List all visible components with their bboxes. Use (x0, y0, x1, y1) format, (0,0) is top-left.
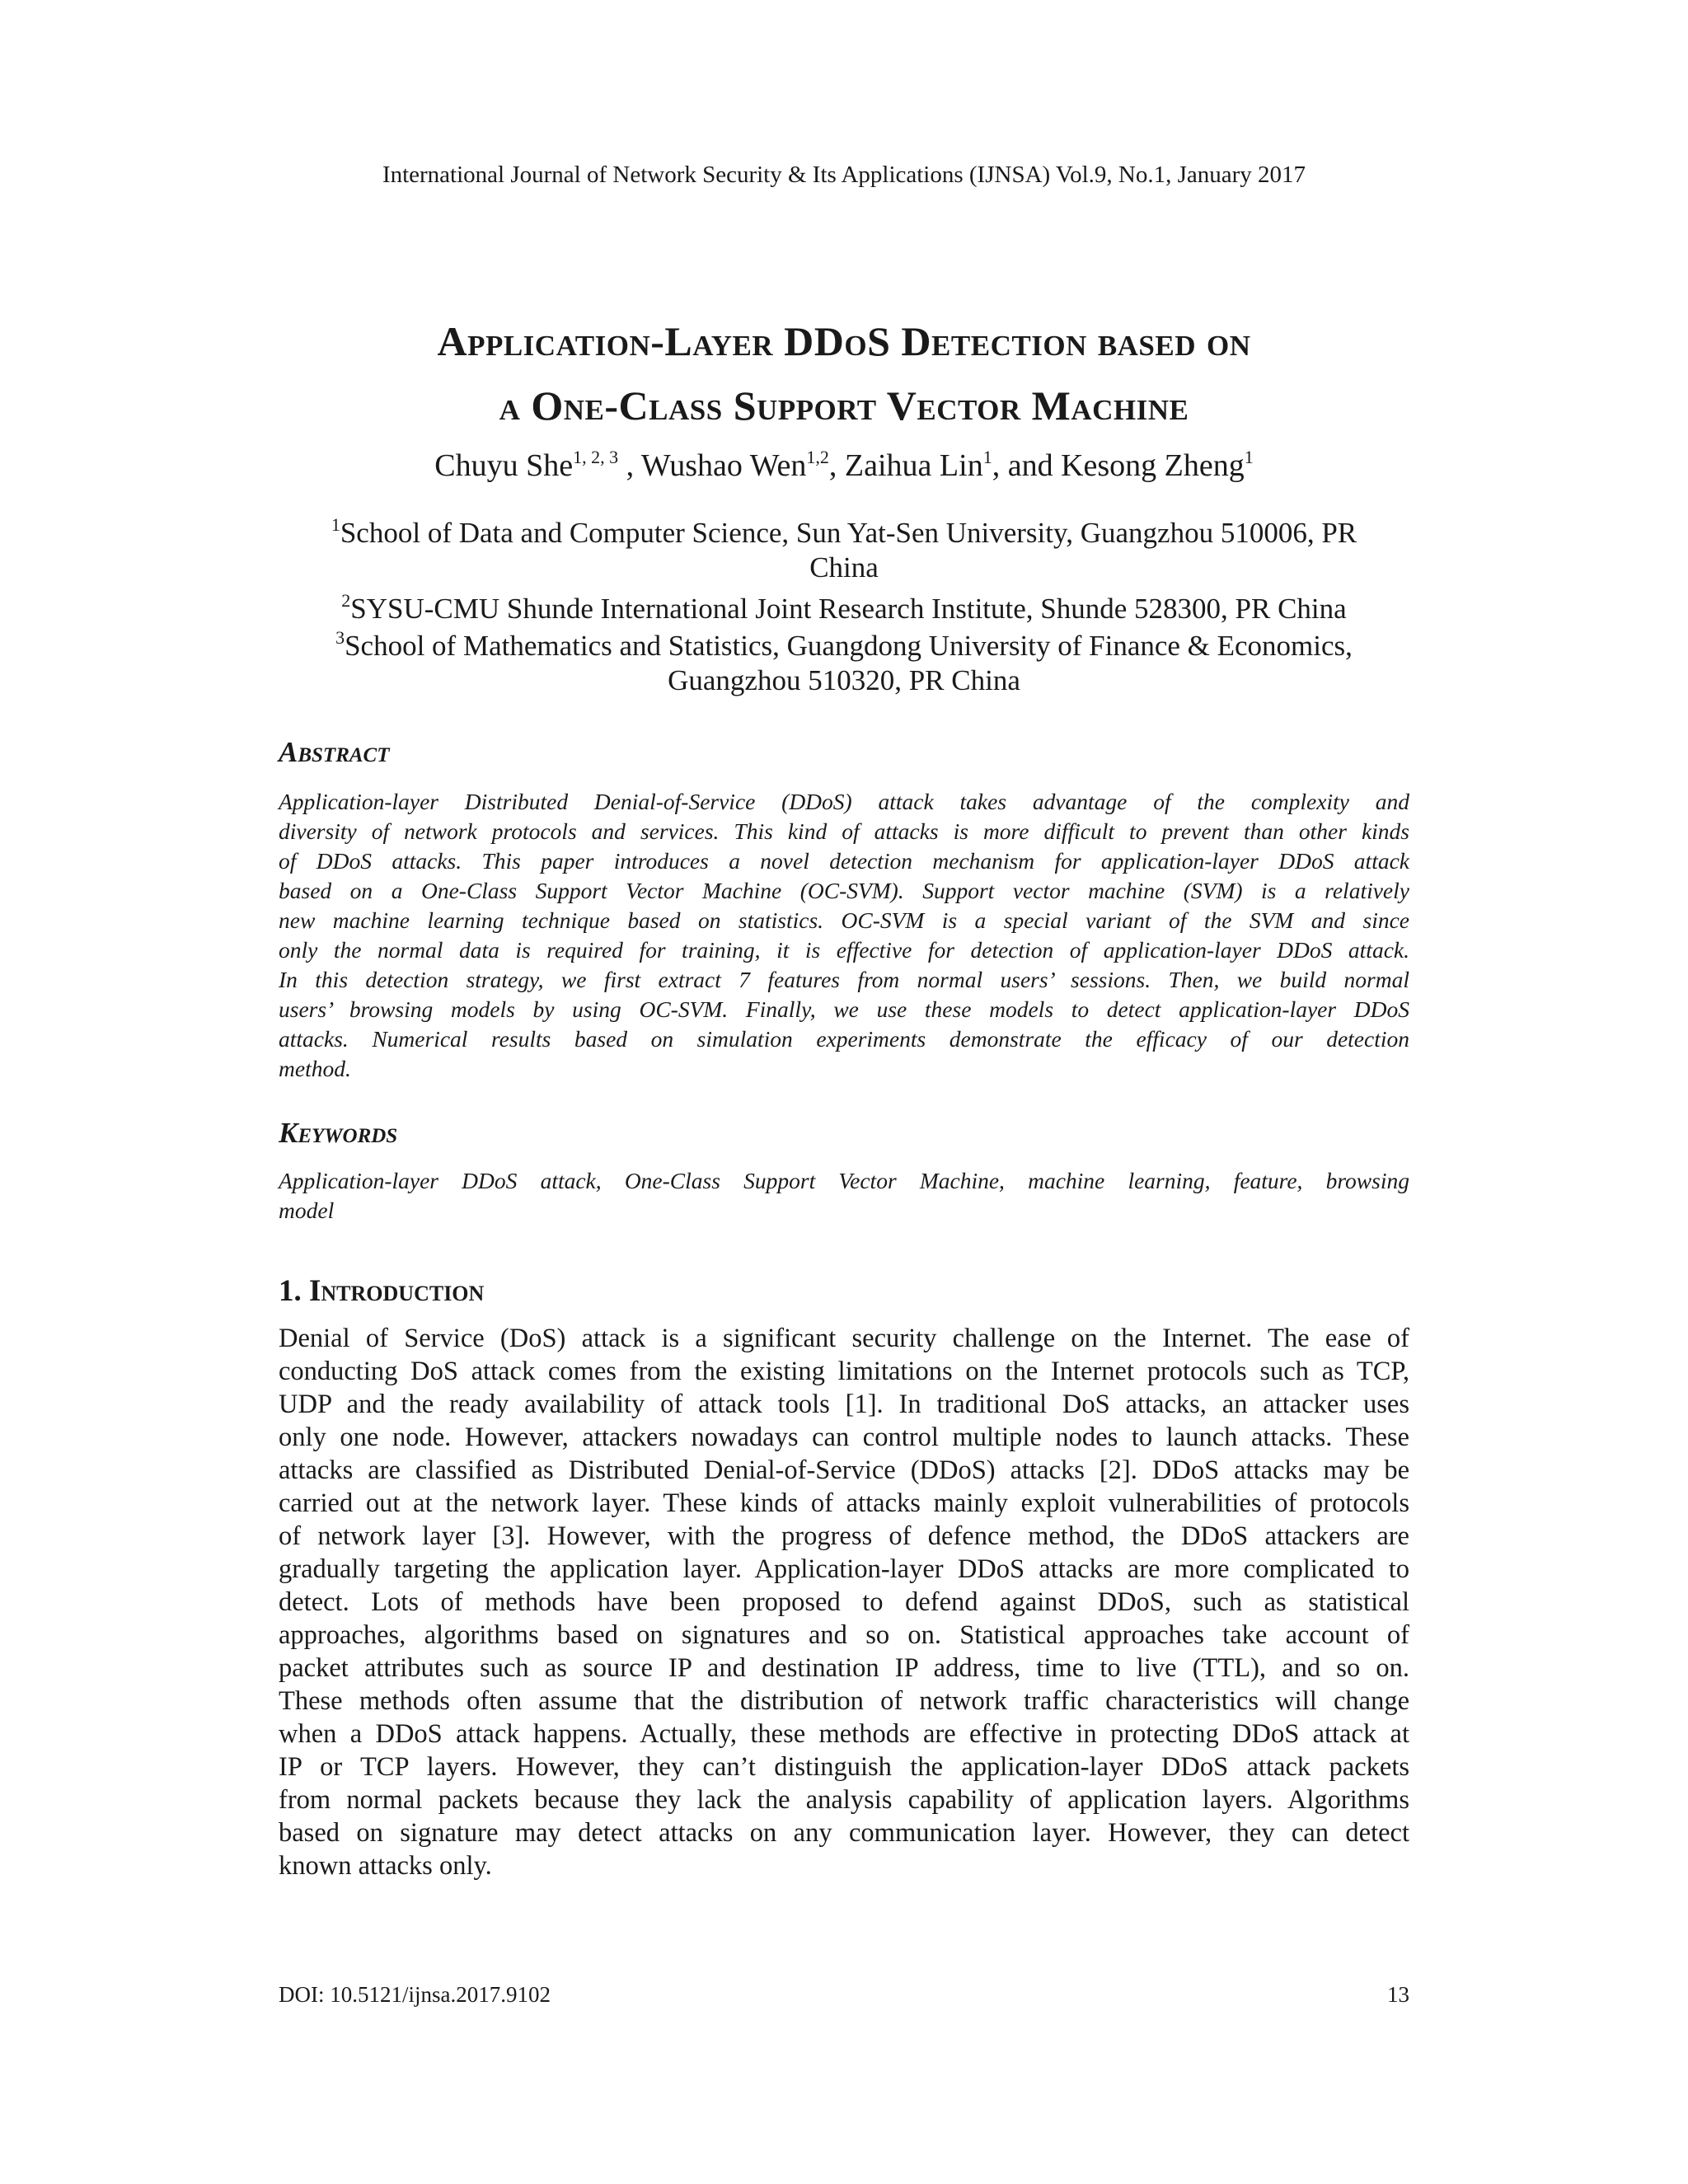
affiliation-text: School of Data and Computer Science, Sun Yat-Sen University, Guangzhou 510006, PR (340, 517, 1357, 549)
paper-title (247, 309, 1441, 438)
author-separator: , (828, 448, 845, 483)
text-line: based on a One-Class Support Vector Machine (OC-SVM). Support vector machine (SVM) is a relatively (279, 878, 1409, 903)
author-separator: , and (992, 448, 1062, 483)
abstract-body (279, 787, 1409, 1084)
affiliation-text: School of Mathematics and Statistics, Guangdong University of Finance & Economics, (345, 630, 1353, 662)
author-affiliation-mark: 1 (1244, 447, 1254, 467)
affiliation-text: SYSU-CMU Shunde International Joint Research Institute, Shunde 528300, PR China (350, 593, 1347, 625)
author-name: Kesong Zheng (1061, 448, 1245, 483)
text-line: only one node. However, attackers nowadays can control multiple nodes to launch attacks. These (279, 1422, 1409, 1452)
author-name: Wushao Wen (640, 448, 807, 483)
author-separator: , (618, 448, 641, 483)
page-number: 13 (1387, 1982, 1409, 2007)
author-affiliation-mark: 1,2 (806, 447, 829, 467)
introduction-body (279, 1322, 1409, 1882)
text-line: only the normal data is required for training, it is effective for detection of application-layer DDoS attack. (279, 937, 1409, 963)
text-line: attacks. Numerical results based on simulation experiments demonstrate the efficacy of our detection (279, 1026, 1409, 1052)
text-line: gradually targeting the application layer. Application-layer DDoS attacks are more complicated to (279, 1554, 1409, 1584)
author-list (0, 448, 1688, 484)
text-line: method. (279, 1056, 351, 1081)
affiliation-line (272, 516, 1416, 551)
text-line: new machine learning technique based on statistics. OC-SVM is a special variant of the SVM and since (279, 907, 1409, 933)
text-line: UDP and the ready availability of attack tools [1]. In traditional DoS attacks, an attacker uses (279, 1390, 1409, 1419)
title-line: Application-Layer DDoS Detection based on (437, 318, 1251, 364)
affiliation (272, 516, 1416, 585)
affiliation-line (272, 592, 1416, 626)
affiliation (272, 592, 1416, 626)
text-line: users’ browsing models by using OC-SVM. Finally, we use these models to detect application-layer DDoS (279, 996, 1409, 1022)
affiliation-mark: 1 (331, 514, 340, 535)
text-line: approaches, algorithms based on signatures and so on. Statistical approaches take account of (279, 1620, 1409, 1650)
introduction-heading: 1. Introduction (279, 1274, 485, 1308)
text-line: Application-layer Distributed Denial-of-Service (DDoS) attack takes advantage of the complexity and (279, 789, 1409, 814)
text-line: detect. Lots of methods have been proposed to defend against DDoS, such as statistical (279, 1587, 1409, 1617)
text-line: known attacks only. (279, 1851, 492, 1881)
text-line: diversity of network protocols and services. This kind of attacks is more difficult to prevent than other kinds (279, 818, 1409, 844)
text-line: carried out at the network layer. These kinds of attacks mainly exploit vulnerabilities of protocols (279, 1488, 1409, 1518)
affiliation-mark: 2 (341, 590, 351, 611)
text-line: based on signature may detect attacks on any communication layer. However, they can detect (279, 1818, 1409, 1848)
text-line: when a DDoS attack happens. Actually, these methods are effective in protecting DDoS attack at (279, 1719, 1409, 1749)
text-line: IP or TCP layers. However, they can’t distinguish the application-layer DDoS attack packets (279, 1752, 1409, 1782)
keywords-body (279, 1166, 1409, 1226)
affiliation (272, 629, 1416, 698)
text-line: Application-layer DDoS attack, One-Class Support Vector Machine, machine learning, feature, browsing (279, 1168, 1409, 1193)
affiliation-line (272, 629, 1416, 663)
text-line: from normal packets because they lack the analysis capability of application layers. Algorithms (279, 1785, 1409, 1815)
text-line: conducting DoS attack comes from the existing limitations on the Internet protocols such as TCP, (279, 1357, 1409, 1386)
text-line: Denial of Service (DoS) attack is a significant security challenge on the Internet. The ease of (279, 1324, 1409, 1353)
affiliation-mark: 3 (335, 627, 345, 648)
author-affiliation-mark: 1, 2, 3 (573, 447, 619, 467)
affiliation-line: Guangzhou 510320, PR China (668, 664, 1020, 696)
text-line: of network layer [3]. However, with the progress of defence method, the DDoS attackers are (279, 1521, 1409, 1551)
affiliation-line: China (809, 551, 879, 583)
text-line: of DDoS attacks. This paper introduces a novel detection mechanism for application-layer DDoS attack (279, 848, 1409, 874)
author-name: Chuyu She (434, 448, 574, 483)
author-affiliation-mark: 1 (982, 447, 992, 467)
text-line: These methods often assume that the distribution of network traffic characteristics will change (279, 1686, 1409, 1716)
keywords-heading: Keywords (279, 1117, 398, 1149)
footer-doi: DOI: 10.5121/ijnsa.2017.9102 (279, 1982, 551, 2007)
running-head: International Journal of Network Security & Its Applications (IJNSA) Vol.9, No.1, January 2017 (382, 162, 1306, 188)
text-line: packet attributes such as source IP and destination IP address, time to live (TTL), and so on. (279, 1653, 1409, 1683)
title-line: a One-Class Support Vector Machine (499, 382, 1189, 429)
text-line: model (279, 1197, 335, 1223)
author-name: Zaihua Lin (844, 448, 983, 483)
text-line: attacks are classified as Distributed Denial-of-Service (DDoS) attacks [2]. DDoS attacks may be (279, 1455, 1409, 1485)
text-line: In this detection strategy, we first extract 7 features from normal users’ sessions. Then, we build normal (279, 967, 1409, 992)
abstract-heading: Abstract (279, 736, 390, 768)
